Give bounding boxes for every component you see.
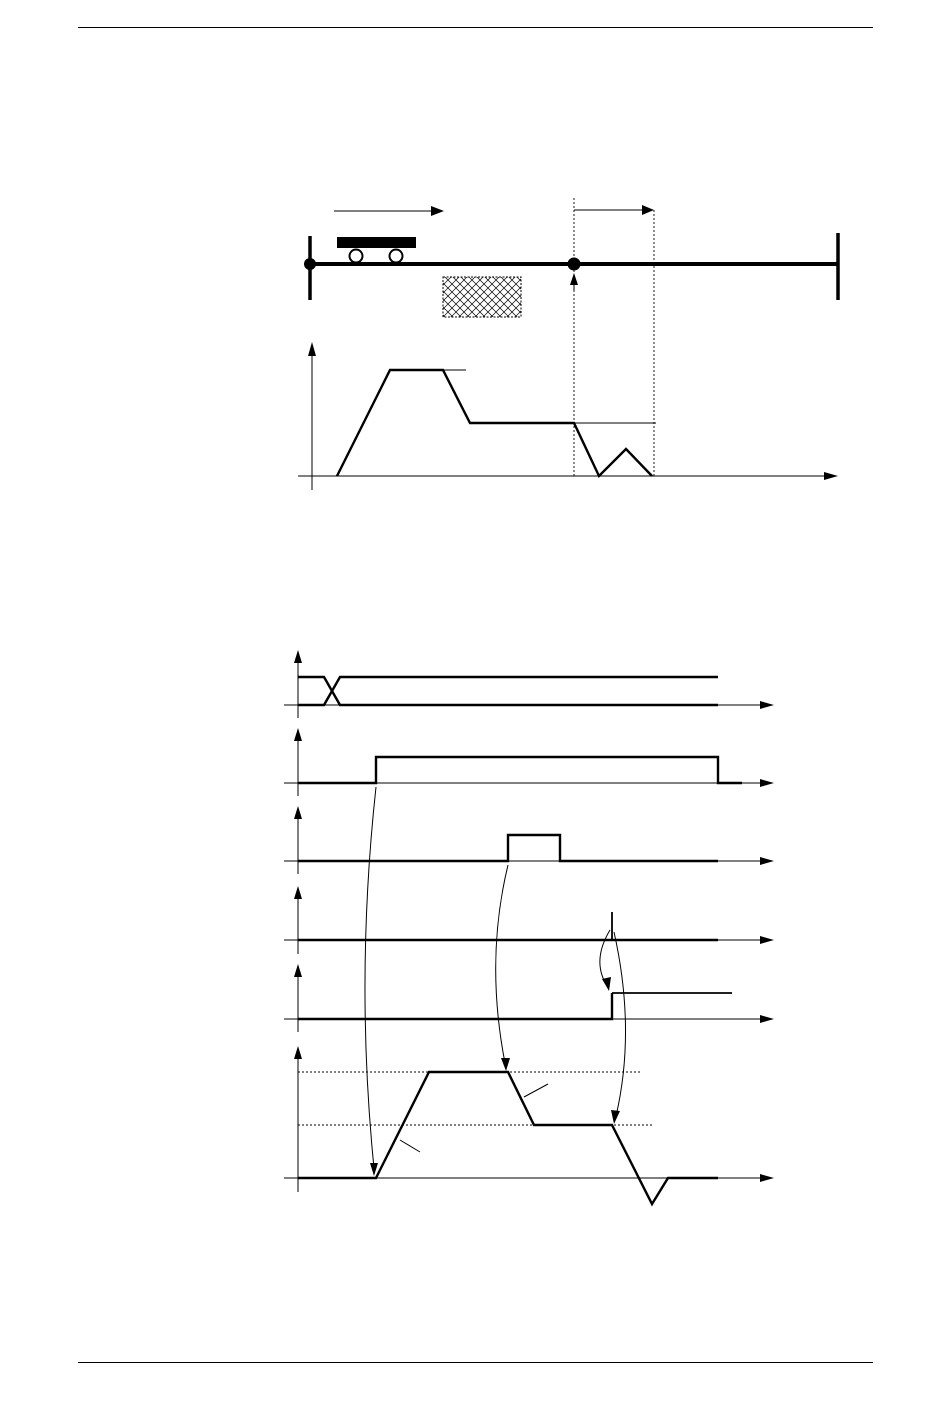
left-node bbox=[304, 258, 316, 270]
sensor-arrow bbox=[570, 273, 578, 290]
arrow-start-to-accel bbox=[365, 787, 376, 1168]
signal-row-4 bbox=[284, 886, 774, 954]
rail-diagram bbox=[304, 198, 838, 476]
decel-slope-marker bbox=[524, 1084, 548, 1097]
arrow-sensor-to-stop bbox=[614, 932, 626, 1116]
travel-direction-arrow bbox=[334, 206, 444, 216]
speed-trace bbox=[298, 1072, 718, 1204]
signal-row-2 bbox=[284, 728, 774, 796]
x-axis-arrowhead bbox=[824, 472, 838, 480]
signal-row-1 bbox=[284, 650, 774, 718]
speed-profile-plot bbox=[298, 342, 838, 490]
signal-1-trace-high bbox=[298, 677, 718, 705]
signal-3-trace bbox=[298, 835, 718, 861]
distance-arrow bbox=[574, 205, 654, 215]
timing-diagram bbox=[284, 650, 774, 1204]
signal-row-5 bbox=[284, 964, 774, 1032]
accel-slope-marker bbox=[400, 1140, 420, 1152]
arrow-sensor-to-step bbox=[600, 930, 610, 984]
arrow-decel-trigger bbox=[496, 865, 508, 1063]
signal-row-6-speed bbox=[284, 1046, 774, 1204]
signal-row-3 bbox=[284, 806, 774, 874]
cart-icon bbox=[337, 237, 416, 263]
signal-1-trace-low bbox=[298, 677, 718, 705]
causal-arrows bbox=[365, 787, 626, 1176]
signal-2-trace bbox=[298, 757, 742, 783]
y-axis-arrowhead bbox=[308, 342, 316, 356]
hatched-zone bbox=[443, 277, 521, 317]
signal-5-trace bbox=[298, 993, 612, 1019]
